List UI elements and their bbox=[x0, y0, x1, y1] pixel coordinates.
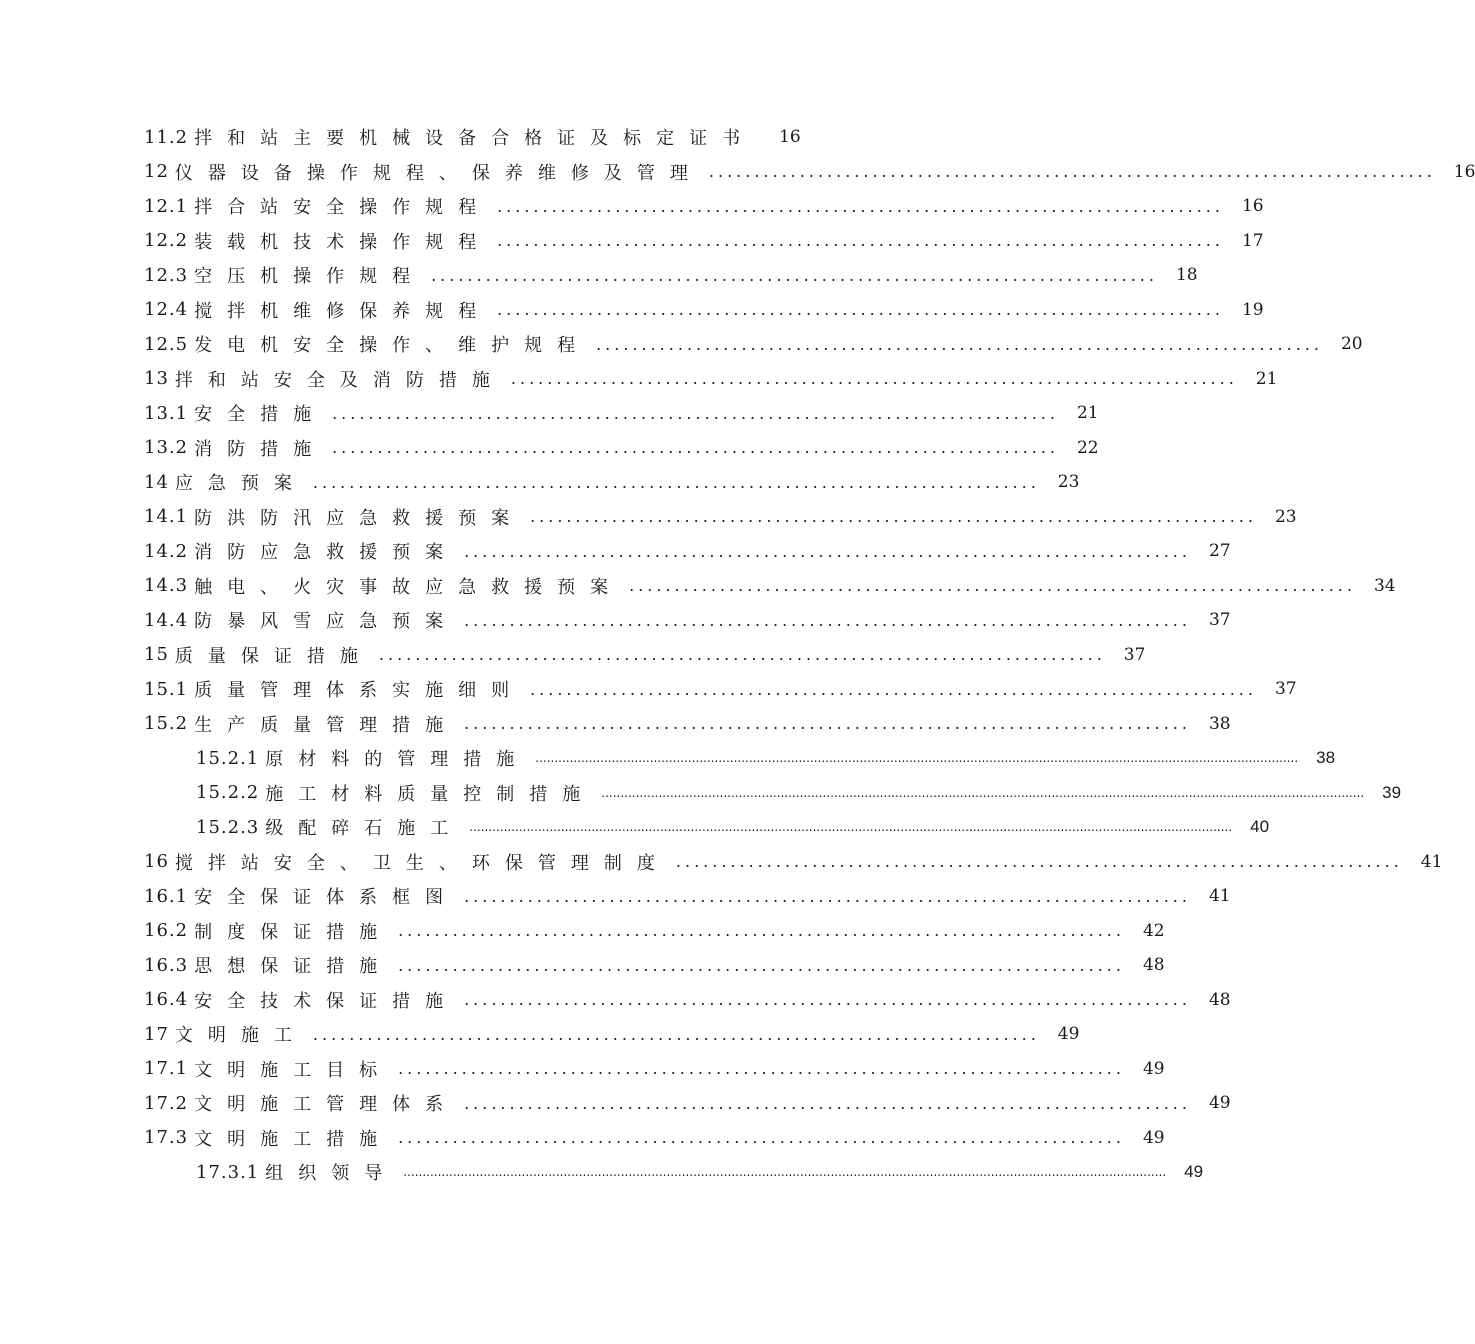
toc-entry-number: 15.1 bbox=[144, 678, 189, 700]
toc-entry[interactable] bbox=[144, 327, 1363, 361]
toc-entry-page-number: 48 bbox=[1208, 989, 1231, 1010]
toc-entry-number: 17.2 bbox=[144, 1092, 189, 1114]
toc-entry[interactable] bbox=[144, 500, 1297, 534]
toc-entry-page-number: 23 bbox=[1057, 472, 1080, 492]
toc-entry-number: 16.2 bbox=[144, 920, 189, 941]
toc-entry-page-number: 23 bbox=[1274, 506, 1297, 527]
toc-dot-leader: ................................................................................ bbox=[497, 231, 1224, 250]
toc-dot-leader: ................................................................................ bbox=[312, 1024, 1040, 1044]
toc-dot-leader: ................................................................................ bbox=[530, 679, 1257, 699]
toc-entry[interactable] bbox=[144, 914, 1165, 948]
toc-dot-leader: ................................................................................ bbox=[510, 369, 1238, 388]
toc-entry[interactable] bbox=[144, 293, 1264, 327]
toc-entry-title: 文明施工措施 bbox=[194, 1128, 393, 1150]
toc-entry-number: 16.1 bbox=[144, 885, 189, 907]
toc-entry-page-number: 42 bbox=[1142, 920, 1165, 941]
toc-entry-page-number: 37 bbox=[1123, 644, 1146, 665]
toc-entry-page-number: 37 bbox=[1208, 610, 1231, 630]
toc-entry-title: 应急预案 bbox=[174, 473, 307, 494]
toc-dot-leader: ................................................................................ bbox=[530, 507, 1257, 526]
toc-entry-title: 文明施工 bbox=[174, 1025, 307, 1046]
toc-entry-number: 14.1 bbox=[144, 506, 189, 527]
toc-entry-number: 15 bbox=[144, 644, 169, 665]
toc-entry-title: 质量管理体系实施细则 bbox=[194, 680, 525, 701]
toc-entry[interactable] bbox=[144, 638, 1146, 672]
toc-entry-number: 15.2 bbox=[144, 713, 189, 734]
toc-entry-title: 施工材料质量控制措施 bbox=[265, 783, 596, 805]
toc-dot-leader: ................................................................................ bbox=[332, 403, 1059, 423]
toc-entry-page-number: 40 bbox=[1250, 817, 1270, 836]
toc-entry-number: 15.2.1 bbox=[196, 747, 260, 769]
toc-entry[interactable] bbox=[144, 189, 1264, 223]
toc-dot-leader: ................................................................................ bbox=[464, 714, 1191, 733]
toc-entry-title: 安全措施 bbox=[194, 404, 327, 425]
toc-entry-title: 思想保证措施 bbox=[194, 956, 393, 977]
toc-entry-title: 文明施工管理体系 bbox=[194, 1094, 459, 1115]
toc-entry-number: 13.2 bbox=[144, 437, 189, 458]
toc-entry-title: 拌和站安全及消防措施 bbox=[174, 369, 505, 391]
toc-entry-title: 制度保证措施 bbox=[194, 921, 393, 943]
toc-entry-title: 安全技术保证措施 bbox=[194, 990, 459, 1012]
toc-entry[interactable] bbox=[144, 1086, 1231, 1120]
toc-dot-leader: ........................................................................................................................................................................................................ bbox=[535, 751, 1299, 765]
toc-entry-page-number: 16 bbox=[779, 127, 801, 147]
toc-entry-page-number: 41 bbox=[1420, 851, 1443, 872]
toc-entry-title: 组织领导 bbox=[265, 1163, 398, 1184]
toc-entry-page-number: 22 bbox=[1076, 437, 1099, 458]
toc-entry-number: 12.3 bbox=[144, 264, 189, 286]
toc-entry-page-number: 27 bbox=[1208, 541, 1231, 561]
toc-entry[interactable] bbox=[144, 983, 1231, 1017]
toc-entry-title: 级配碎石施工 bbox=[265, 818, 464, 839]
toc-entry-number: 16 bbox=[144, 851, 169, 872]
toc-entry[interactable] bbox=[144, 465, 1080, 499]
toc-entry-title: 仪器设备操作规程、保养维修及管理 bbox=[174, 162, 703, 184]
toc-entry[interactable] bbox=[144, 1121, 1165, 1155]
toc-dot-leader: ................................................................................ bbox=[398, 921, 1125, 940]
toc-entry-number: 16.3 bbox=[144, 954, 189, 976]
toc-dot-leader: ................................................................................ bbox=[431, 265, 1158, 285]
toc-dot-leader: ................................................................................ bbox=[464, 541, 1191, 561]
toc-entry-title: 消防应急救援预案 bbox=[194, 542, 459, 563]
toc-entry-title: 文明施工目标 bbox=[194, 1059, 393, 1081]
toc-entry-page-number: 38 bbox=[1316, 748, 1336, 767]
toc-entry[interactable] bbox=[144, 258, 1198, 292]
toc-entry-page-number: 21 bbox=[1255, 368, 1278, 389]
toc-dot-leader: ................................................................................ bbox=[332, 438, 1059, 457]
toc-entry-page-number: 16 bbox=[1453, 161, 1475, 182]
toc-entry-page-number: 49 bbox=[1208, 1093, 1231, 1113]
toc-entry[interactable] bbox=[144, 1052, 1165, 1086]
toc-entry-number: 12 bbox=[144, 161, 169, 182]
toc-entry-page-number: 37 bbox=[1274, 679, 1297, 699]
toc-entry-number: 14 bbox=[144, 471, 169, 493]
toc-entry-title: 搅拌机维修保养规程 bbox=[194, 300, 492, 322]
toc-dot-leader: ................................................................................ bbox=[629, 576, 1356, 595]
toc-dot-leader: ........................................................................................................................................................................................................ bbox=[601, 785, 1365, 800]
toc-entry-number: 14.3 bbox=[144, 575, 189, 596]
toc-entry[interactable] bbox=[144, 155, 1475, 189]
toc-entry-title: 空压机操作规程 bbox=[194, 266, 426, 287]
toc-entry[interactable] bbox=[144, 569, 1396, 603]
toc-entry-title: 拌和站主要机械设备合格证及标定证书 bbox=[194, 128, 756, 149]
toc-entry[interactable] bbox=[196, 1155, 1204, 1189]
toc-entry[interactable] bbox=[144, 431, 1099, 465]
toc-entry[interactable] bbox=[144, 362, 1278, 396]
toc-dot-leader: ................................................................................ bbox=[708, 162, 1436, 181]
toc-entry-page-number: 19 bbox=[1241, 299, 1264, 320]
toc-entry-page-number: 21 bbox=[1076, 403, 1099, 423]
toc-entry[interactable] bbox=[144, 948, 1165, 982]
toc-entry[interactable] bbox=[144, 534, 1231, 568]
toc-entry-page-number: 34 bbox=[1373, 575, 1396, 596]
toc-entry[interactable] bbox=[144, 879, 1231, 913]
toc-entry-title: 触电、火灾事故应急救援预案 bbox=[194, 576, 624, 598]
toc-entry-page-number: 49 bbox=[1184, 1162, 1204, 1181]
toc-entry-title: 原材料的管理措施 bbox=[265, 749, 530, 770]
toc-entry-page-number: 48 bbox=[1142, 955, 1165, 975]
toc-entry-page-number: 49 bbox=[1142, 1058, 1165, 1079]
toc-dot-leader: ................................................................................ bbox=[675, 852, 1403, 871]
toc-entry-number: 17.3 bbox=[144, 1127, 189, 1148]
toc-entry-page-number: 16 bbox=[1241, 196, 1264, 216]
toc-entry[interactable] bbox=[196, 741, 1336, 775]
toc-entry-page-number: 49 bbox=[1057, 1024, 1080, 1044]
toc-entry-number: 17 bbox=[144, 1023, 169, 1045]
toc-entry-page-number: 39 bbox=[1382, 782, 1402, 802]
toc-dot-leader: ........................................................................................................................................................................................................ bbox=[403, 1165, 1167, 1179]
toc-dot-leader: ................................................................................ bbox=[497, 300, 1224, 319]
toc-entry[interactable] bbox=[144, 224, 1264, 258]
toc-entry-title: 安全保证体系框图 bbox=[194, 887, 459, 908]
toc-entry-number: 12.2 bbox=[144, 230, 189, 251]
toc-entry-number: 13 bbox=[144, 368, 169, 389]
toc-entry[interactable] bbox=[144, 707, 1231, 741]
toc-dot-leader: ................................................................................ bbox=[596, 334, 1323, 354]
toc-dot-leader: ................................................................................ bbox=[312, 472, 1040, 492]
toc-entry-page-number: 20 bbox=[1340, 334, 1363, 354]
toc-entry-number: 14.4 bbox=[144, 609, 189, 631]
toc-entry-title: 发电机安全操作、维护规程 bbox=[194, 335, 591, 356]
toc-entry-title: 拌合站安全操作规程 bbox=[194, 197, 492, 218]
toc-entry-page-number: 17 bbox=[1241, 230, 1264, 251]
toc-dot-leader: ................................................................................ bbox=[497, 196, 1224, 216]
toc-dot-leader: ................................................................................ bbox=[464, 1093, 1191, 1113]
toc-entry[interactable] bbox=[144, 672, 1297, 706]
toc-entry-title: 装载机技术操作规程 bbox=[194, 231, 492, 253]
toc-entry-number: 12.1 bbox=[144, 195, 189, 217]
toc-entry-number: 14.2 bbox=[144, 540, 189, 562]
toc-entry-page-number: 41 bbox=[1208, 886, 1231, 906]
toc-dot-leader: ................................................................................ bbox=[398, 1128, 1125, 1147]
toc-entry-title: 搅拌站安全、卫生、环保管理制度 bbox=[174, 852, 670, 874]
toc-entry-page-number: 38 bbox=[1208, 713, 1231, 734]
toc-entry-number: 15.2.3 bbox=[196, 816, 260, 838]
toc-entry[interactable] bbox=[144, 120, 800, 154]
toc-entry-title: 防暴风雪应急预案 bbox=[194, 611, 459, 632]
toc-entry-number: 12.4 bbox=[144, 299, 189, 320]
toc-entry-number: 17.3.1 bbox=[196, 1161, 260, 1183]
toc-entry-number: 11.2 bbox=[144, 126, 189, 148]
toc-dot-leader: ................................................................................ bbox=[378, 645, 1106, 664]
toc-entry-number: 12.5 bbox=[144, 333, 189, 355]
toc-entry-title: 消防措施 bbox=[194, 438, 327, 460]
toc-entry-title: 质量保证措施 bbox=[174, 645, 373, 667]
toc-entry[interactable] bbox=[144, 1017, 1080, 1051]
toc-dot-leader: ................................................................................ bbox=[464, 886, 1191, 906]
toc-entry[interactable] bbox=[144, 845, 1443, 879]
toc-entry-number: 15.2.2 bbox=[196, 782, 260, 803]
toc-dot-leader: ................................................................................ bbox=[464, 610, 1191, 630]
toc-entry-number: 13.1 bbox=[144, 402, 189, 424]
toc-entry-page-number: 49 bbox=[1142, 1127, 1165, 1148]
toc-entry[interactable] bbox=[144, 396, 1099, 430]
toc-entry[interactable] bbox=[196, 776, 1402, 810]
toc-dot-leader: ................................................................................ bbox=[398, 955, 1125, 975]
toc-dot-leader: ........................................................................................................................................................................................................ bbox=[469, 820, 1233, 834]
toc-entry-page-number: 18 bbox=[1175, 265, 1198, 285]
toc-entry-title: 生产质量管理措施 bbox=[194, 714, 459, 736]
toc-entry[interactable] bbox=[144, 603, 1231, 637]
toc-entry-title: 防洪防汛应急救援预案 bbox=[194, 507, 525, 529]
toc-entry-number: 17.1 bbox=[144, 1058, 189, 1079]
toc-entry[interactable] bbox=[196, 810, 1270, 844]
toc-dot-leader: ................................................................................ bbox=[398, 1059, 1125, 1078]
toc-dot-leader: ................................................................................ bbox=[464, 990, 1191, 1009]
toc-entry-number: 16.4 bbox=[144, 989, 189, 1010]
